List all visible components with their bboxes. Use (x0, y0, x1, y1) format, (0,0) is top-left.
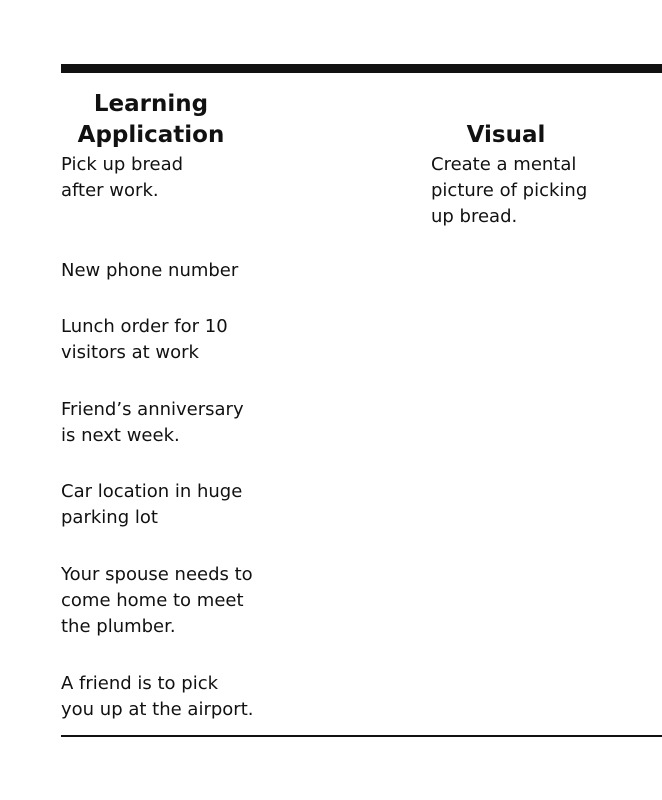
cell-line: the plumber. (61, 616, 176, 637)
cell-line: come home to meet (61, 590, 244, 611)
column-header-learning-application (61, 89, 241, 151)
cell-line: New phone number (61, 260, 239, 281)
learning-cell-anniversary (61, 397, 271, 449)
learning-cell-lunch-order (61, 314, 271, 366)
cell-line: Your spouse needs to (61, 564, 253, 585)
header-line: Learning (93, 91, 209, 117)
bottom-rule (61, 735, 662, 737)
cell-line: Car location in huge (61, 481, 243, 502)
cell-line: picture of picking (431, 180, 588, 201)
cell-line: you up at the airport. (61, 699, 254, 720)
visual-cell-bread (431, 152, 651, 230)
learning-cell-bread (61, 152, 271, 204)
learning-cell-airport (61, 671, 271, 723)
cell-line: after work. (61, 180, 159, 201)
cell-line: visitors at work (61, 342, 199, 363)
cell-line: Pick up bread (61, 154, 184, 175)
cell-line: Create a mental (431, 154, 577, 175)
cell-line: Lunch order for 10 (61, 316, 228, 337)
cell-line: A friend is to pick (61, 673, 219, 694)
column-header-visual (431, 120, 581, 151)
cell-line: up bread. (431, 206, 518, 227)
header-line: Application (77, 122, 225, 148)
learning-cell-car-location (61, 479, 271, 531)
cell-line: Friend’s anniversary (61, 399, 244, 420)
top-rule (61, 64, 662, 73)
learning-cell-phone-number (61, 258, 271, 284)
cell-line: is next week. (61, 425, 180, 446)
learning-cell-plumber (61, 562, 271, 640)
cell-line: parking lot (61, 507, 158, 528)
header-line: Visual (466, 122, 546, 148)
